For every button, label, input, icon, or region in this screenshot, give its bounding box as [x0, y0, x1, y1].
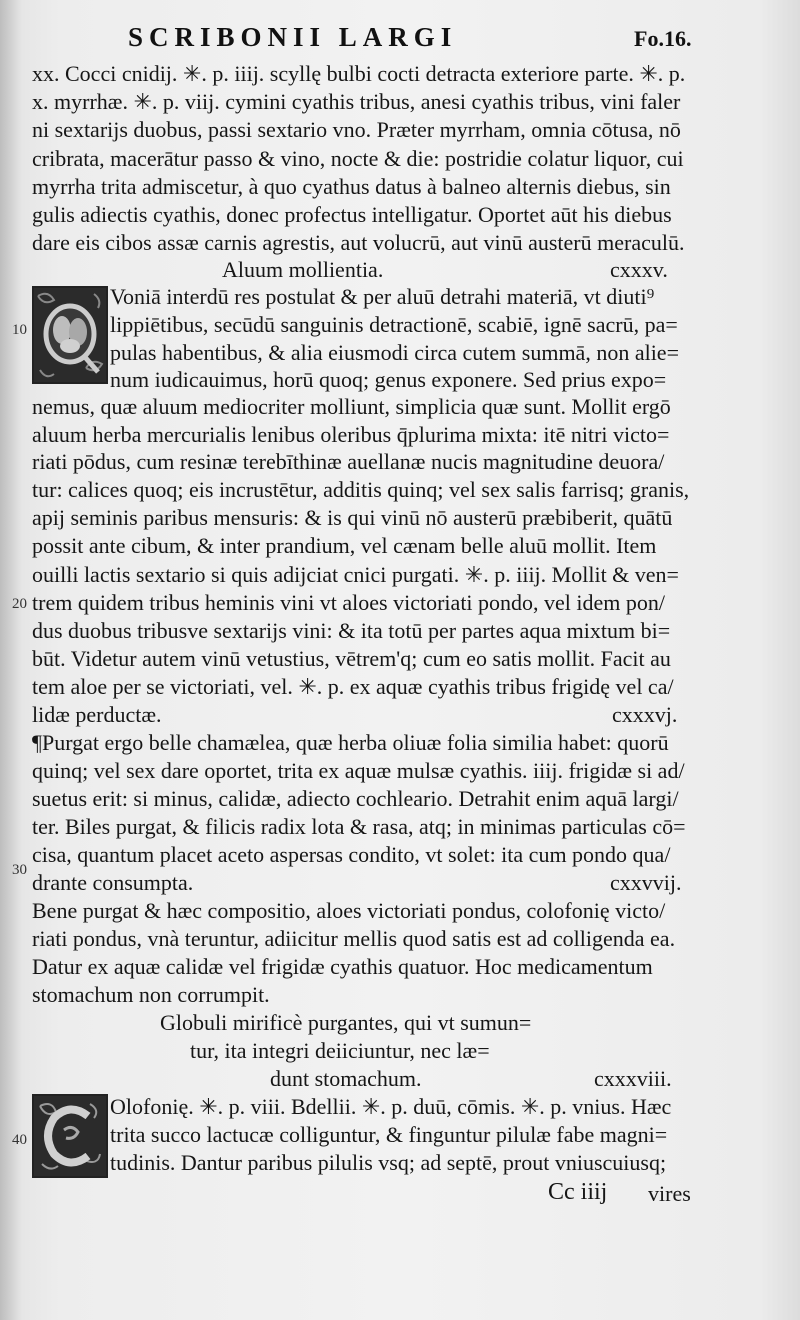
- text-line: tudinis. Dantur paribus pilulis vsq; ad septē, prout vniuscuiusq;: [110, 1150, 667, 1175]
- text-line: xx. Cocci cnidij. ✳. p. iiij. scyllę bulbi cocti detracta exteriore parte. ✳. p.: [32, 61, 686, 86]
- margin-line-number: 20: [12, 596, 27, 612]
- section-heading: dunt stomachum.: [270, 1066, 422, 1091]
- decorated-initial-c: [32, 1094, 108, 1178]
- chapter-number: cxxvvij.: [610, 870, 682, 895]
- margin-line-number: 30: [12, 862, 27, 878]
- text-line: pulas habentibus, & alia eiusmodi circa cutem summā, non alie=: [110, 340, 679, 365]
- text-line: possit ante cibum, & inter prandium, vel cænam belle aluū mollit. Item: [32, 533, 657, 558]
- text-line: cribrata, macerātur passo & vino, nocte & die: postridie colatur liquor, cui: [32, 146, 684, 171]
- text-line: riati pondus, vnà teruntur, adiicitur mellis quod satis est ad colligenda ea.: [32, 926, 676, 951]
- text-line: gulis adiectis cyathis, donec profectus intelligatur. Oportet aūt his diebus: [32, 202, 672, 227]
- text-line: suetus erit: si minus, calidæ, adiecto cochleario. Detrahit enim aquā largi/: [32, 786, 679, 811]
- section-heading: tur, ita integri deiiciuntur, nec læ=: [190, 1038, 490, 1063]
- text-line: cisa, quantum placet aceto aspersas condito, vt solet: ita cum pondo qua/: [32, 842, 671, 867]
- text-line: lippiētibus, secūdū sanguinis detractionē, scabiē, ignē sacrū, pa=: [110, 312, 678, 337]
- text-line: x. myrrhæ. ✳. p. viij. cymini cyathis tribus, anesi cyathis tribus, vini faler: [32, 89, 681, 114]
- text-line: lidæ perductæ.: [32, 702, 162, 727]
- section-heading: Aluum mollientia.: [222, 257, 384, 282]
- text-line: stomachum non corrumpit.: [32, 982, 270, 1007]
- chapter-number: cxxxvj.: [612, 702, 678, 727]
- text-line: Bene purgat & hæc compositio, aloes victoriati pondus, colofonię victo/: [32, 898, 666, 923]
- text-line: trita succo lactucæ colliguntur, & finguntur pilulæ fabe magni=: [110, 1122, 668, 1147]
- signature-mark: Cc iiij: [548, 1179, 608, 1205]
- section-heading: Globuli mirificè purgantes, qui vt sumun=: [160, 1010, 532, 1035]
- text-line: apij seminis paribus mensuris: & is qui vinū nō austerū præbiberit, quātū: [32, 505, 673, 530]
- text-line: quinq; vel sex dare oportet, trita ex aquæ mulsæ cyathis. iiij. frigidæ si ad/: [32, 758, 685, 783]
- text-line: dus duobus tribusve sextarijs vini: & ita totū per partes aqua mixtum bi=: [32, 618, 671, 643]
- text-line: tur: calices quoq; eis incrustētur, additis quinq; vel sex salis farrisq; granis,: [32, 477, 690, 502]
- text-line: ouilli lactis sextario si quis adijciat cnici purgati. ✳. p. iiij. Mollit & ven=: [32, 562, 679, 587]
- margin-line-number: 10: [12, 322, 27, 338]
- text-line: dare eis cibos assæ carnis agrestis, aut volucrū, aut vinū austerū meraculū.: [32, 230, 685, 255]
- chapter-number: cxxxviii.: [594, 1066, 672, 1091]
- text-line: ter. Biles purgat, & filicis radix lota & rasa, atq; in minimas particulas cō=: [32, 814, 686, 839]
- running-title: SCRIBONII LARGI: [128, 22, 458, 52]
- decorated-initial-q: [32, 286, 108, 384]
- text-line: myrrha trita admiscetur, à quo cyathus datus à balneo alternis diebus, sin: [32, 174, 671, 199]
- text-line: Datur ex aquæ calidæ vel frigidæ cyathis quatuor. Hoc medicamentum: [32, 954, 653, 979]
- margin-line-number: 40: [12, 1132, 27, 1148]
- text-line: drante consumpta.: [32, 870, 194, 895]
- text-line: Olofonię. ✳. p. viii. Bdellii. ✳. p. duū, cōmis. ✳. p. vnius. Hæc: [110, 1094, 672, 1119]
- text-line: aluum herba mercurialis lenibus oleribus q̄plurima mixta: itē nitri victo=: [32, 422, 670, 447]
- catchword: vires: [648, 1181, 691, 1206]
- chapter-number: cxxxv.: [610, 257, 668, 282]
- text-line: ¶Purgat ergo belle chamælea, quæ herba oliuæ folia similia habet: quorū: [32, 730, 669, 755]
- text-line: būt. Videtur autem vinū vetustius, vētrem'q; cum eo satis mollit. Facit au: [32, 646, 671, 671]
- text-line: num iudicauimus, horū quoq; genus exponere. Sed prius expo=: [110, 367, 667, 392]
- text-line: riati pōdus, cum resinæ terebīthinæ auellanæ nucis magnitudine deuora/: [32, 449, 665, 474]
- text-line: tem aloe per se victoriati, vel. ✳. p. ex aquæ cyathis tribus frigidę vel ca/: [32, 674, 674, 699]
- text-line: Voniā interdū res postulat & per aluū detrahi materiā, vt diuti⁹: [110, 284, 655, 309]
- text-line: nemus, quæ aluum mediocriter molliunt, simplicia quæ sunt. Mollit ergō: [32, 394, 671, 419]
- text-line: trem quidem tribus heminis vini vt aloes victoriati pondo, vel idem pon/: [32, 590, 666, 615]
- folio-number: Fo.16.: [634, 26, 692, 51]
- text-line: ni sextarijs duobus, passi sextario vno. Præter myrrham, omnia cōtusa, nō: [32, 117, 681, 142]
- running-header: [0, 22, 800, 54]
